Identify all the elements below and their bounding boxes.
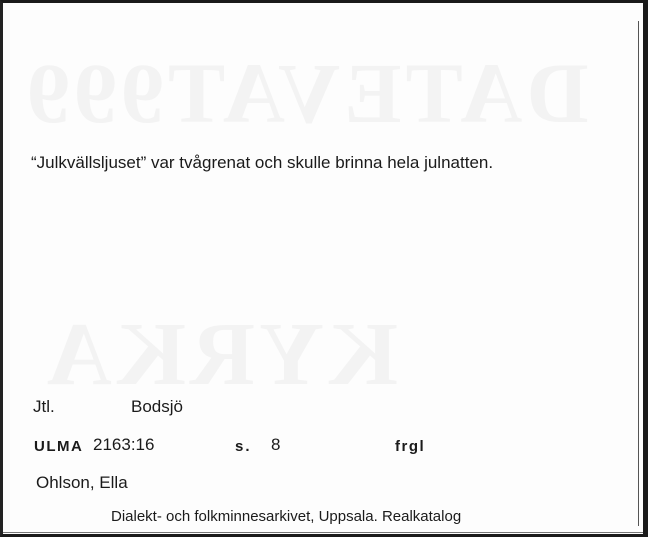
category-code: frgl <box>395 438 426 455</box>
ulma-number: 2163:16 <box>93 435 155 454</box>
bleed-through-background <box>23 43 589 143</box>
page-number: 8 <box>271 435 281 454</box>
bleed-through-background-lower <box>43 303 398 406</box>
parish-label: Jtl. <box>33 397 55 416</box>
ulma-label: ULMA <box>34 438 84 455</box>
place-name: Bodsjö <box>131 397 183 416</box>
card-bottom-rule <box>3 532 643 533</box>
archive-footer: Dialekt- och folkminnesarkivet, Uppsala. Realkatalog <box>111 508 462 525</box>
page-label: s. <box>235 438 252 455</box>
informant-name: Ohlson, Ella <box>36 473 128 492</box>
card-main-text: “Julkvällsljuset” var tvågrenat och skulle brinna hela julnatten. <box>31 153 494 172</box>
card-edge-rule <box>638 21 639 526</box>
